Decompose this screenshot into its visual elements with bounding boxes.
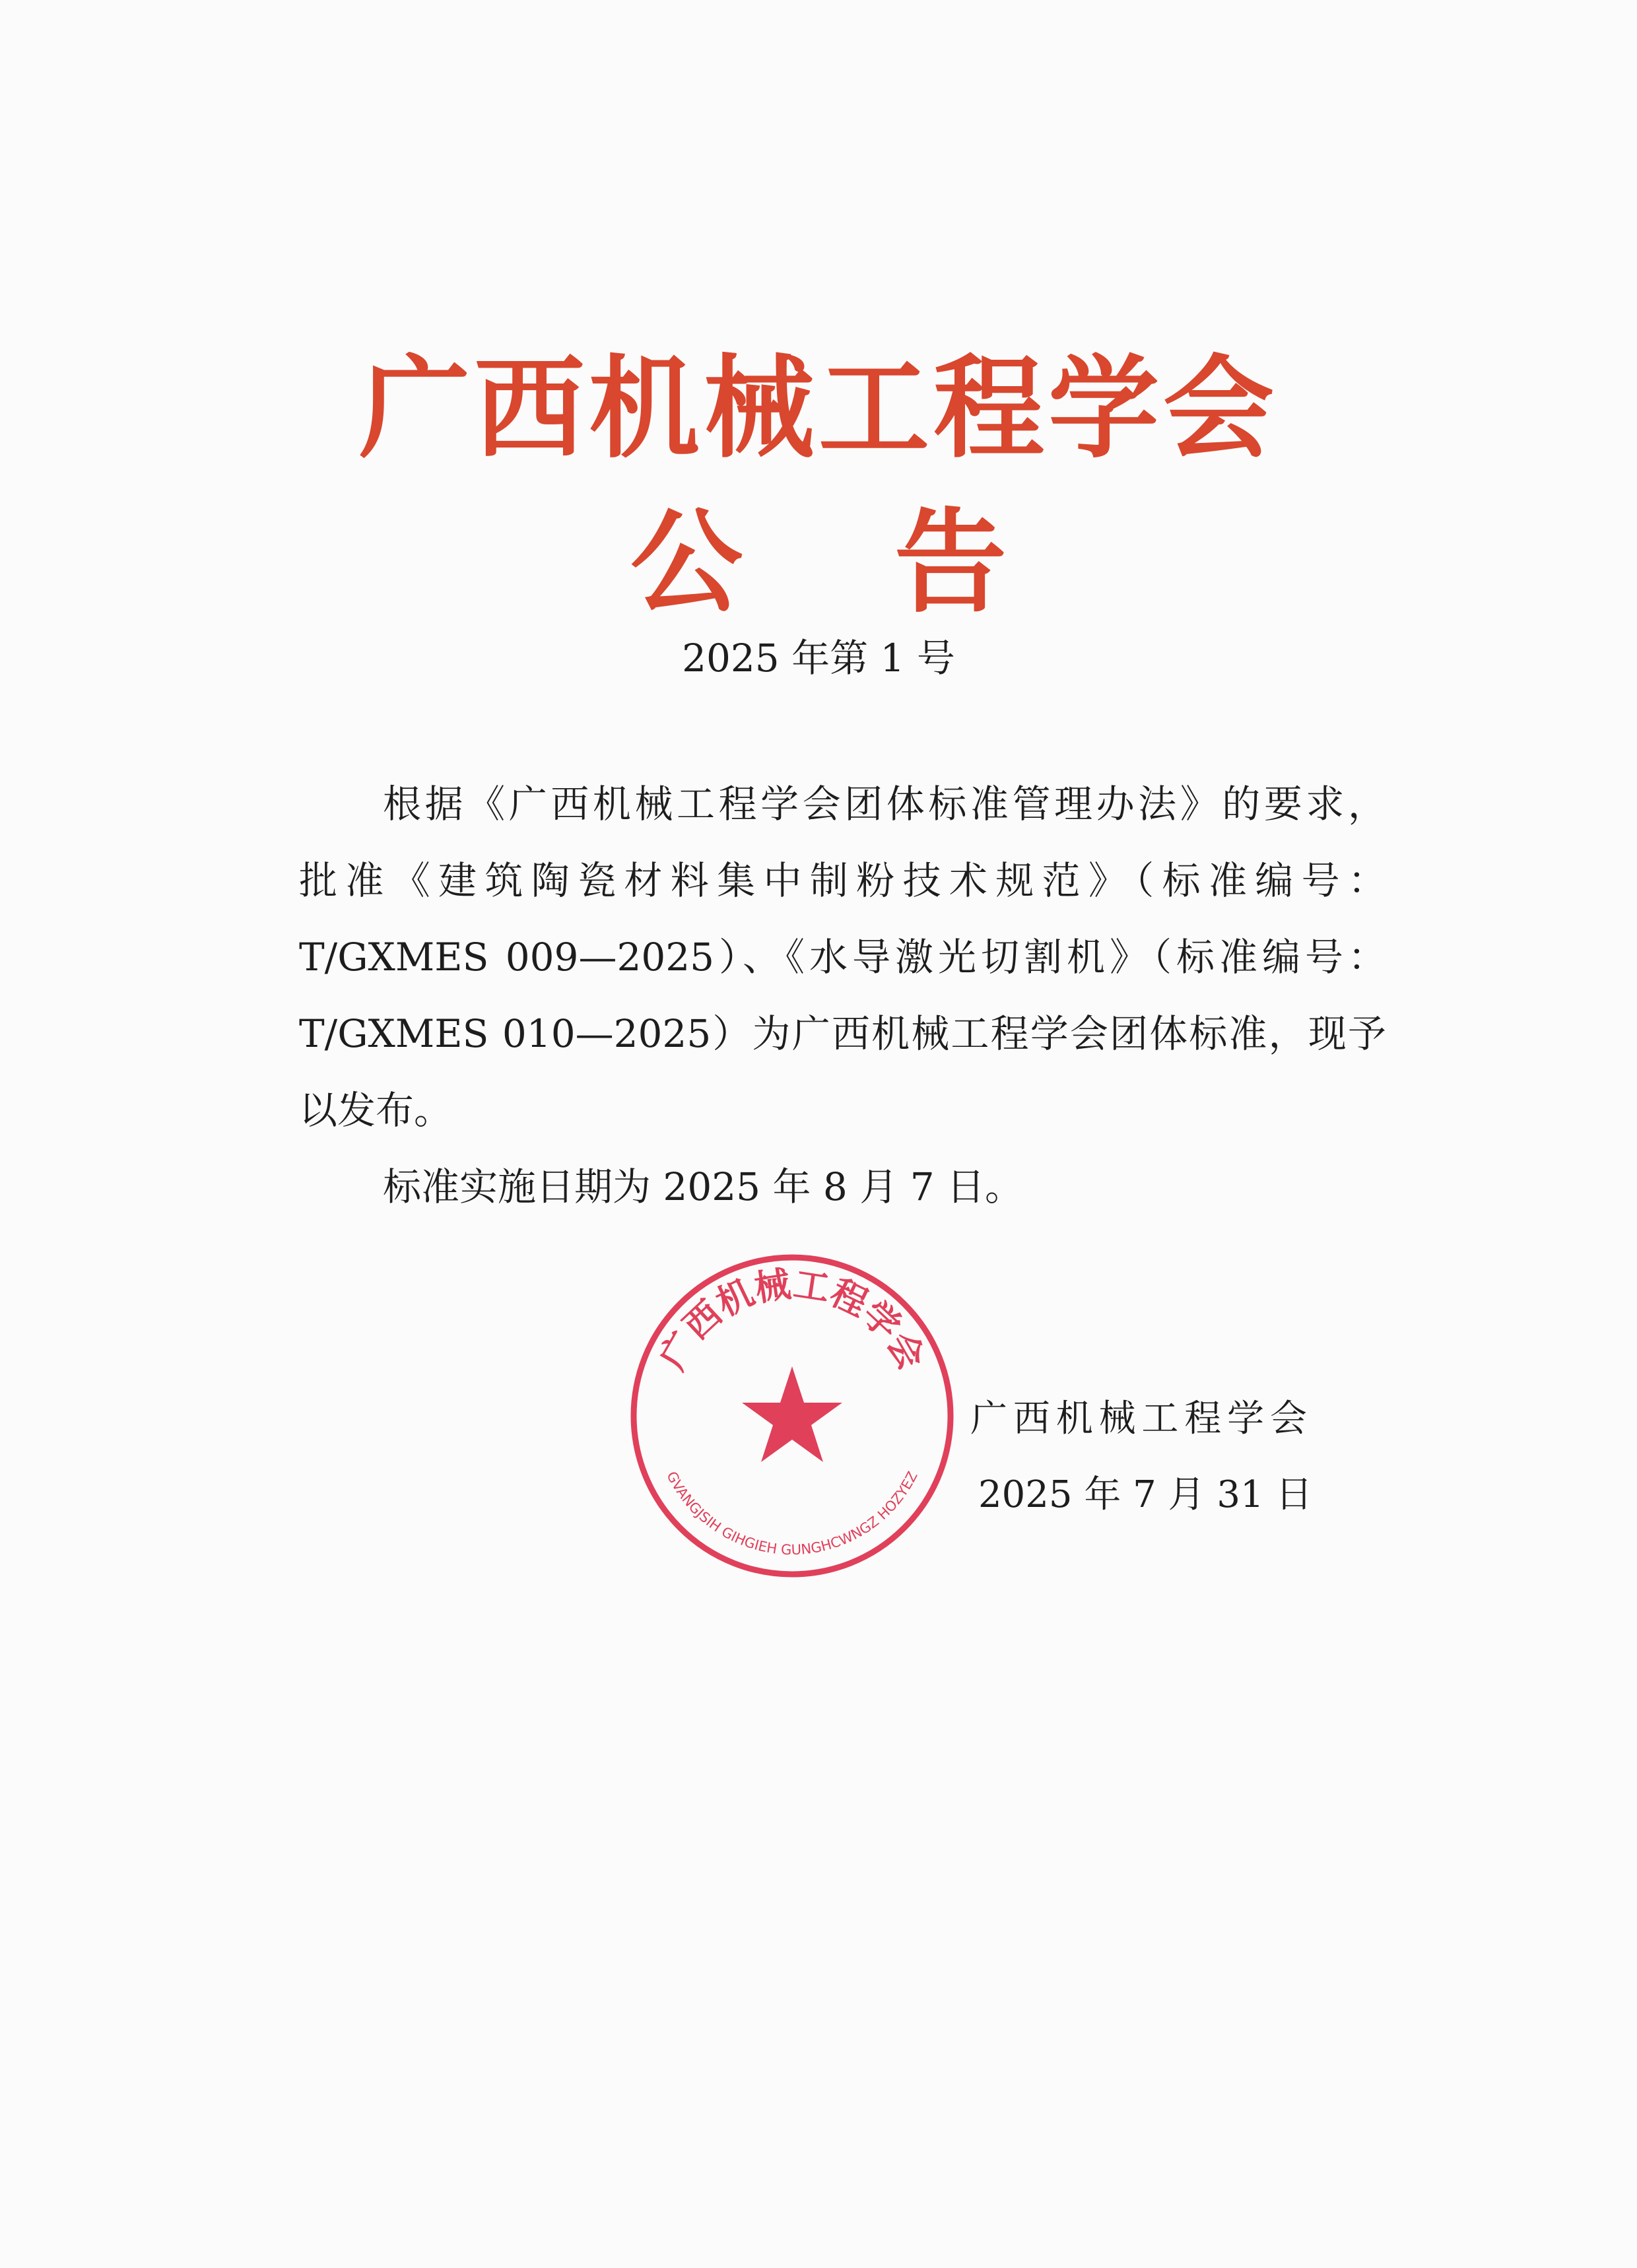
body-line-2: 批准《建筑陶瓷材料集中制粉技术规范》（标准编号： <box>299 858 1386 903</box>
seal-bottom-text: GVANGJSIH GIHGIEH GUNGHCWNGZ HOZYEZ <box>663 1469 921 1558</box>
body-line-6: 标准实施日期为 2025 年 8 月 7 日。 <box>383 1164 1024 1209</box>
signature-org: 广西机械工程学会 <box>970 1397 1307 1440</box>
body-line-5: 以发布。 <box>299 1088 453 1133</box>
body-line-1: 根据《广西机械工程学会团体标准管理办法》的要求， <box>383 782 1386 826</box>
official-seal <box>627 1251 957 1581</box>
body-line-4: T/GXMES 010—2025）为广西机械工程学会团体标准，现予 <box>299 1011 1386 1056</box>
star-icon <box>742 1366 842 1462</box>
svg-text:广西机械工程学会 <box>651 1263 933 1377</box>
body-line-3: T/GXMES 009—2025）、《水导激光切割机》（标准编号： <box>299 935 1386 980</box>
signature-date: 2025 年 7 月 31 日 <box>978 1473 1313 1516</box>
issue-number: 2025 年第 1 号 <box>682 636 955 681</box>
seal-top-text: 广西机械工程学会 <box>651 1262 933 1377</box>
notice-title: 公告 <box>630 496 1158 628</box>
org-title: 广西机械工程学会 <box>359 343 1278 473</box>
